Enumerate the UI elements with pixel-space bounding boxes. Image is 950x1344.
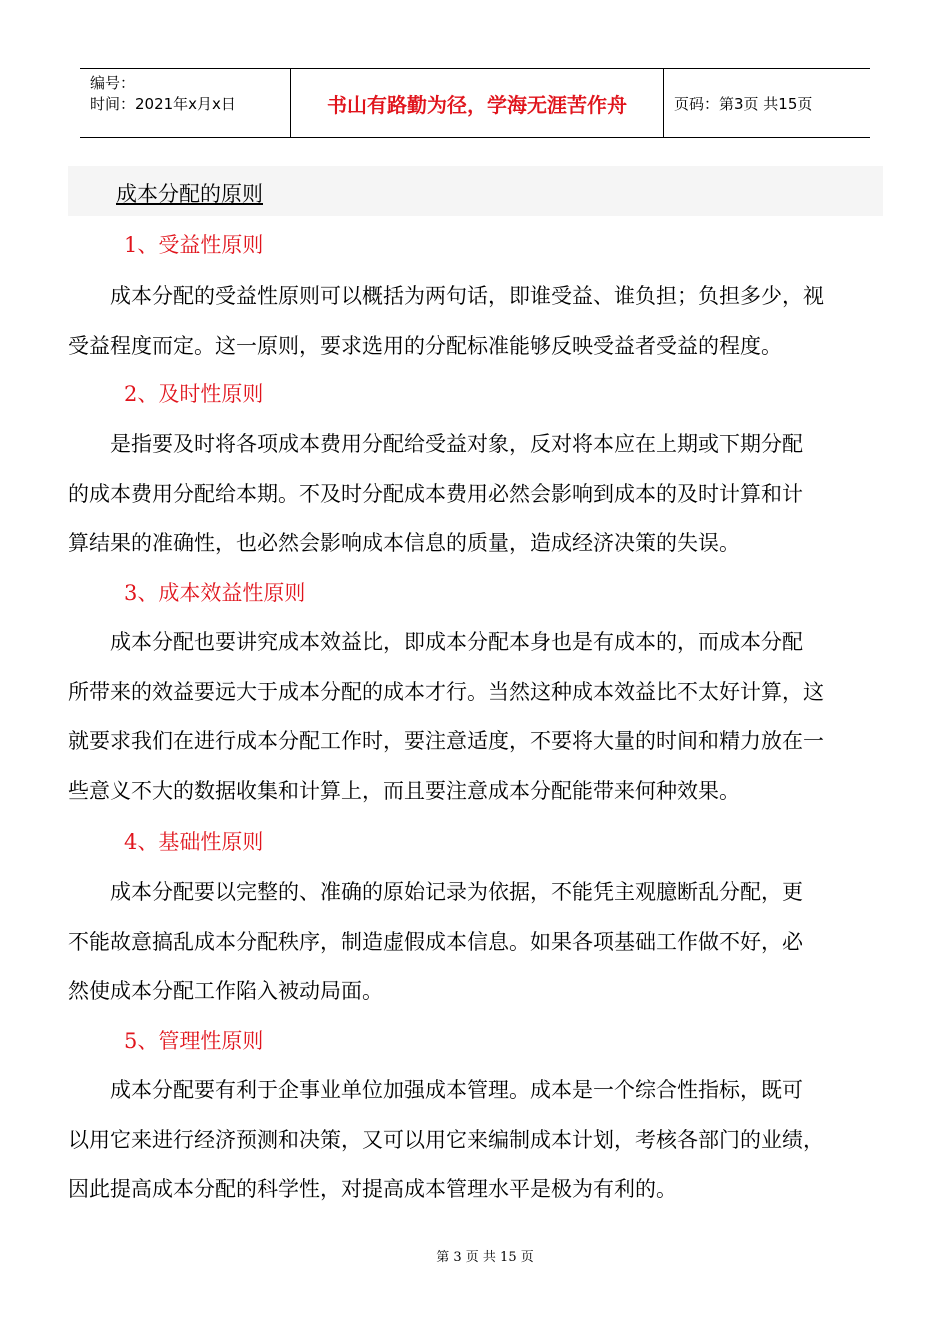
section-paragraph bbox=[68, 272, 883, 371]
paragraph-line: 些意义不大的数据收集和计算上，而且要注意成本分配能带来何种效果。 bbox=[68, 778, 740, 803]
number-label: 编号： bbox=[90, 74, 136, 92]
section-heading: 3、成本效益性原则 bbox=[124, 581, 306, 605]
page-header bbox=[80, 68, 870, 138]
paragraph-line: 就要求我们在进行成本分配工作时，要注意适度，不要将大量的时间和精力放在一 bbox=[68, 729, 824, 753]
paragraph-line: 受益程度而定。这一原则，要求选用的分配标准能够反映受益者受益的程度。 bbox=[68, 333, 782, 358]
section-heading: 5、管理性原则 bbox=[124, 1029, 264, 1053]
header-info bbox=[80, 69, 291, 137]
paragraph-line: 成本分配的受益性原则可以概括为两句话，即谁受益、谁负担；负担多少，视 bbox=[68, 284, 824, 308]
paragraph-line: 以用它来进行经济预测和决策，又可以用它来编制成本计划，考核各部门的业绩， bbox=[68, 1127, 824, 1152]
section-heading: 1、受益性原则 bbox=[124, 233, 264, 257]
section-paragraph bbox=[68, 618, 883, 816]
paragraph-line: 是指要及时将各项成本费用分配给受益对象，反对将本应在上期或下期分配 bbox=[68, 432, 803, 456]
paragraph-line: 的成本费用分配给本期。不及时分配成本费用必然会影响到成本的及时计算和计 bbox=[68, 481, 803, 506]
section-heading: 4、基础性原则 bbox=[124, 830, 264, 854]
paragraph-line: 因此提高成本分配的科学性，对提高成本管理水平是极为有利的。 bbox=[68, 1177, 677, 1201]
page-footer bbox=[0, 1246, 950, 1265]
paragraph-line: 成本分配要以完整的、准确的原始记录为依据，不能凭主观臆断乱分配，更 bbox=[68, 880, 803, 904]
paragraph-line: 所带来的效益要远大于成本分配的成本才行。当然这种成本效益比不太好计算，这 bbox=[68, 679, 824, 704]
header-motto: 书山有路勤为径，学海无涯苦作舟 bbox=[291, 69, 664, 137]
time-label: 时间：2021年x月x日 bbox=[90, 95, 236, 113]
section-paragraph bbox=[68, 868, 883, 1017]
paragraph-line: 算结果的准确性，也必然会影响成本信息的质量，造成经济决策的失误。 bbox=[68, 531, 740, 555]
document-title: 成本分配的原则 bbox=[116, 182, 263, 206]
footer-page-number: 第 3 页 共 15 页 bbox=[436, 1250, 534, 1265]
paragraph-line: 不能故意搞乱成本分配秩序，制造虚假成本信息。如果各项基础工作做不好，必 bbox=[68, 929, 803, 954]
section-heading: 2、及时性原则 bbox=[124, 382, 264, 406]
section-paragraph bbox=[68, 420, 883, 569]
paragraph-line: 成本分配也要讲究成本效益比，即成本分配本身也是有成本的，而成本分配 bbox=[68, 630, 803, 654]
section-paragraph bbox=[68, 1066, 883, 1215]
paragraph-line: 成本分配要有利于企事业单位加强成本管理。成本是一个综合性指标，既可 bbox=[68, 1078, 803, 1102]
paragraph-line: 然使成本分配工作陷入被动局面。 bbox=[68, 979, 383, 1003]
header-page-label: 页码：第3页 共15页 bbox=[674, 94, 813, 113]
